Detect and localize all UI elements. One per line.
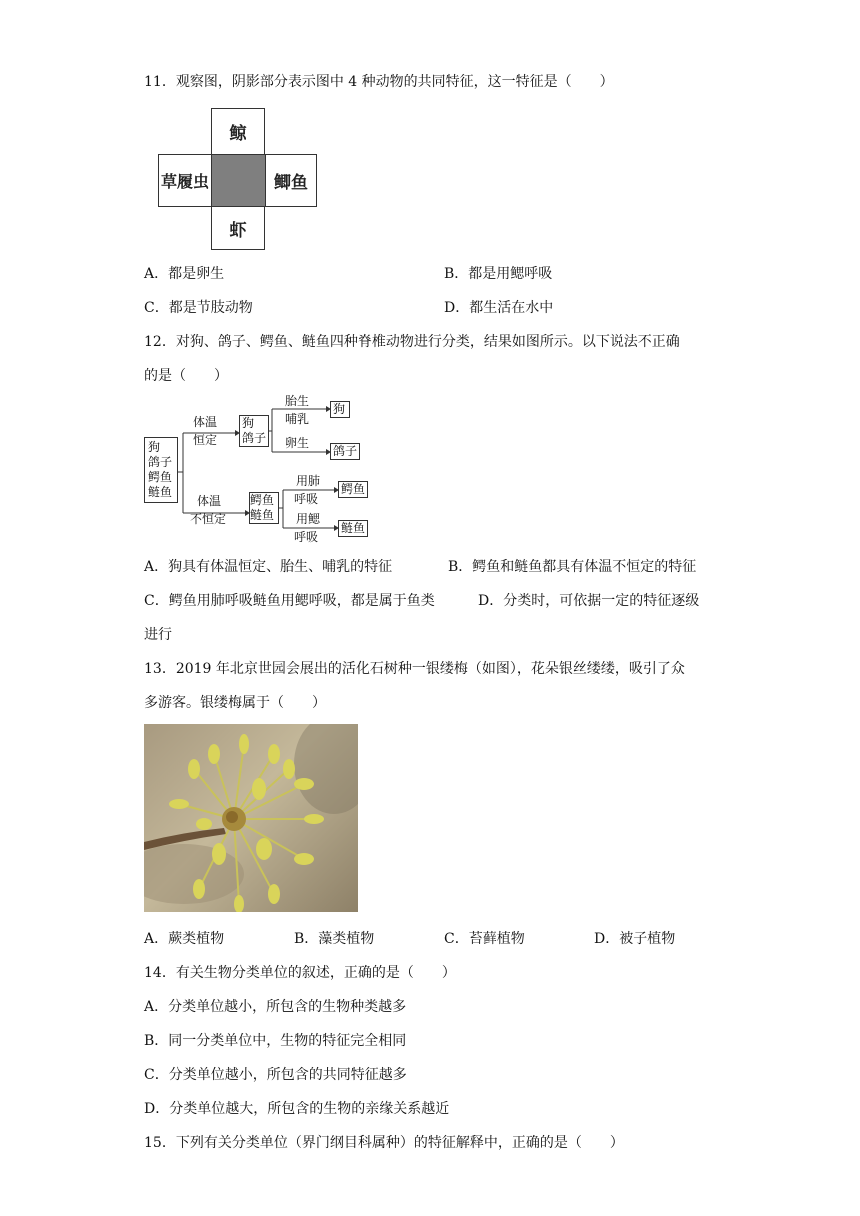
q12-branch1-label-line1: 体温 [193,415,218,429]
q12-leaf-1: 狗 [333,402,346,416]
q13-stem-line1: 13．2019 年北京世园会展出的活化石树种一银缕梅（如图），花朵银丝缕缕，吸引了众 [144,661,685,677]
q11-option-b[interactable]: B．都是用鳃呼吸 [444,266,553,282]
q14-stem: 14．有关生物分类单位的叙述，正确的是（ ） [144,965,456,981]
q14-option-b[interactable]: B．同一分类单位中，生物的特征完全相同 [144,1033,407,1049]
q14-option-a[interactable]: A．分类单位越小，所包含的生物种类越多 [144,999,407,1015]
q12-g2-a-label-line2: 呼吸 [294,492,319,506]
q12-root-item-3: 鳄鱼 [148,470,173,484]
q12-leaf-3: 鳄鱼 [341,482,366,496]
q12-branch1-label-line2: 恒定 [193,433,218,447]
q15-stem: 15．下列有关分类单位（界门纲目科属种）的特征解释中，正确的是（ ） [144,1135,624,1151]
q12-g1-a-label-line1: 胎生 [285,394,310,408]
q12-option-d-line2[interactable]: 进行 [144,627,172,643]
q11-box-bottom: 虾 [211,206,265,250]
q11-option-d[interactable]: D．都生活在水中 [444,300,554,316]
q12-option-a[interactable]: A．狗具有体温恒定、胎生、哺乳的特征 [144,559,393,575]
q12-option-b[interactable]: B．鳄鱼和鲢鱼都具有体温不恒定的特征 [448,559,697,575]
q12-root-item-2: 鸽子 [148,455,173,469]
q11-box-left: 草履虫 [158,154,212,207]
q12-g1-a-label-line2: 哺乳 [285,412,310,426]
q11-box-top: 鲸 [211,108,265,155]
q13-option-a[interactable]: A．蕨类植物 [144,931,225,947]
q12-g2-a-label-line1: 用肺 [296,474,321,488]
q12-g2-b-label-line1: 用鳃 [296,512,321,526]
q12-group1-item-2: 鸽子 [242,431,267,445]
q14-option-d[interactable]: D．分类单位越大，所包含的生物的亲缘关系越近 [144,1101,450,1117]
q12-stem-line2: 的是（ ） [144,368,228,384]
q13-option-d[interactable]: D．被子植物 [594,931,676,947]
q14-option-c[interactable]: C．分类单位越小，所包含的共同特征越多 [144,1067,407,1083]
q13-option-c[interactable]: C．苔藓植物 [444,931,525,947]
q13-option-b[interactable]: B．藻类植物 [294,931,375,947]
q12-g1-b-label: 卵生 [285,436,310,450]
q12-g2-b-label-line2: 呼吸 [294,530,319,544]
q13-flower-illustration [144,724,358,912]
q12-leaf-4: 鲢鱼 [341,521,366,535]
q12-stem-line1: 12．对狗、鸽子、鳄鱼、鲢鱼四种脊椎动物进行分类，结果如图所示。以下说法不正确 [144,334,680,350]
q13-stem-line2: 多游客。银缕梅属于（ ） [144,695,326,711]
q12-leaf-2: 鸽子 [333,444,358,458]
q12-branch2-label-line2: 不恒定 [190,512,227,526]
q12-option-d-line1[interactable]: D．分类时，可依据一定的特征逐级 [478,593,700,609]
q13-flower-photo [144,724,358,912]
q12-tree-lines [0,0,860,560]
q11-option-c[interactable]: C．都是节肢动物 [144,300,253,316]
q12-option-c[interactable]: C．鳄鱼用肺呼吸鲢鱼用鳃呼吸，都是属于鱼类 [144,593,435,609]
q12-root-item-1: 狗 [148,440,161,454]
q11-stem: 11．观察图，阴影部分表示图中 4 种动物的共同特征，这一特征是（ ） [144,74,614,90]
q11-box-right: 鲫鱼 [265,154,317,207]
q12-group2-item-2: 鲢鱼 [250,508,275,522]
q11-option-a[interactable]: A．都是卵生 [144,266,225,282]
q12-group2-item-1: 鳄鱼 [250,493,275,507]
q12-branch2-label-line1: 体温 [197,494,222,508]
q12-group1-item-1: 狗 [242,416,255,430]
q12-root-item-4: 鲢鱼 [148,485,173,499]
